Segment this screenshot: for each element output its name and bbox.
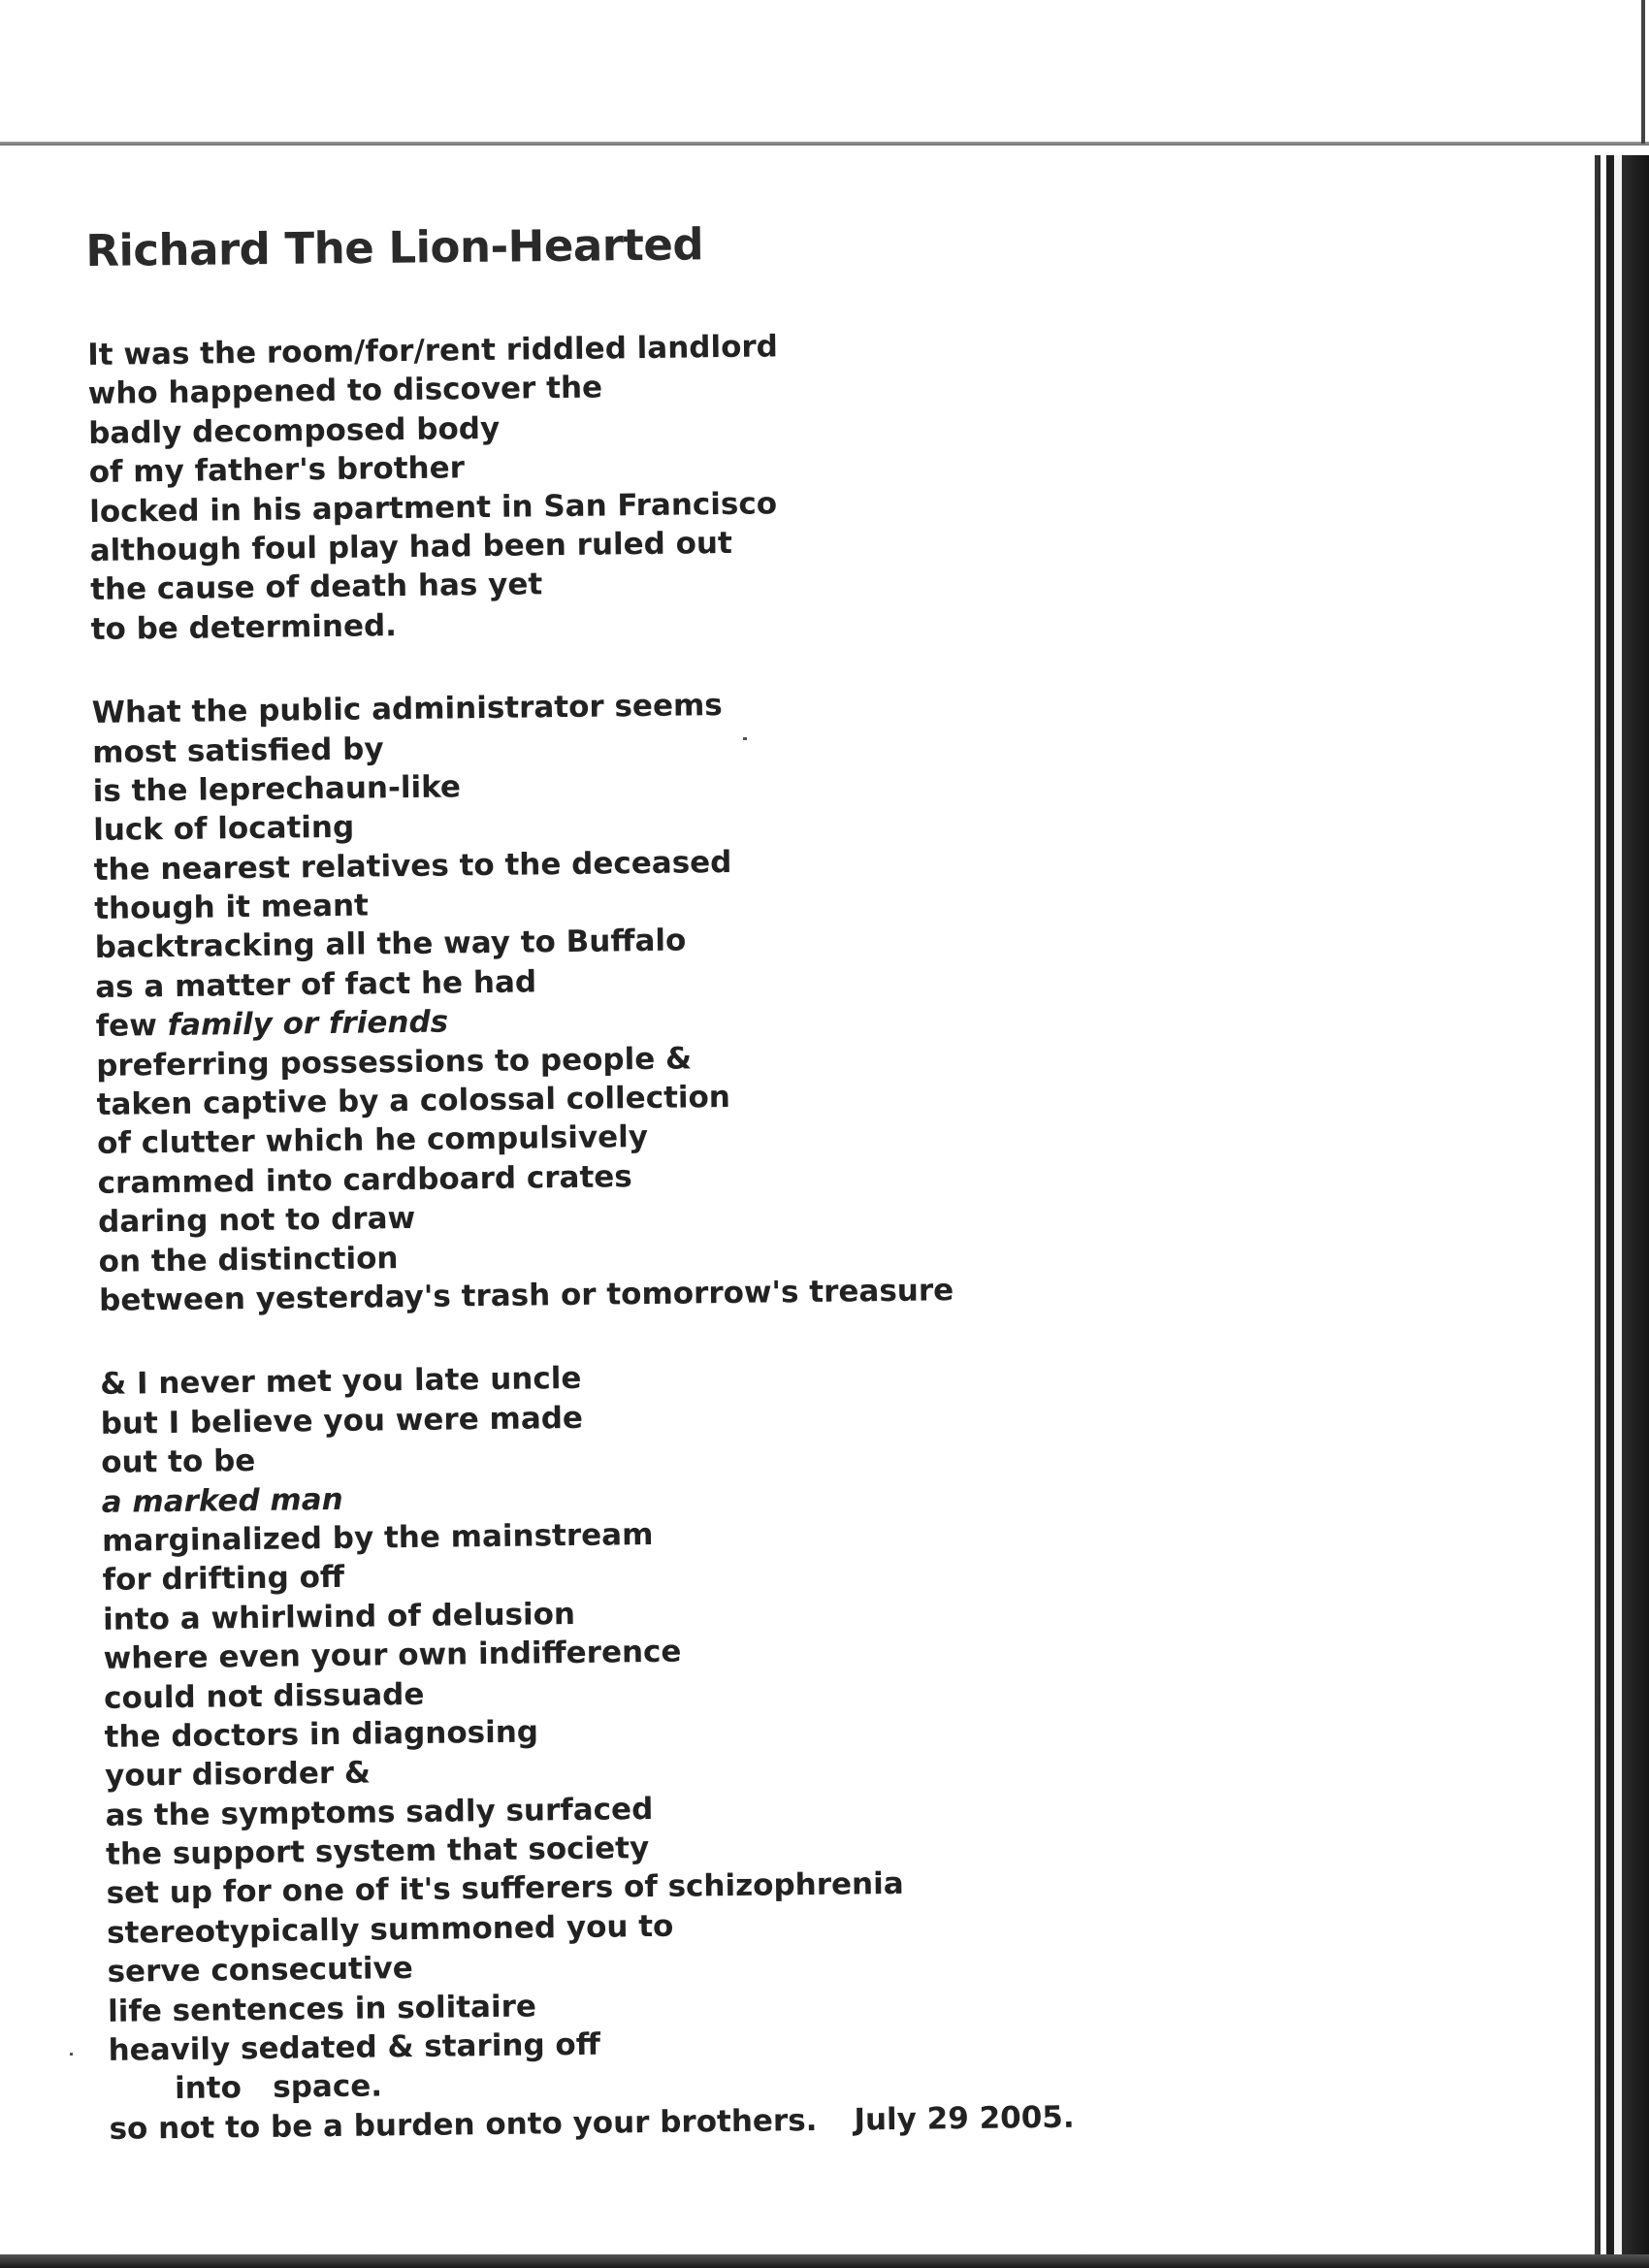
poem-line: your disorder &: [104, 1755, 372, 1795]
poem-last-line: so not to be a burden onto your brothers.: [109, 2102, 818, 2147]
poem-title: Richard The Lion-Hearted: [85, 218, 704, 276]
poem-line: locked in his apartment in San Francisco: [88, 485, 778, 530]
poem-line: backtracking all the way to Buffalo: [94, 923, 687, 966]
poem-line: taken captive by a colossal collection: [96, 1079, 731, 1122]
poem-line: most satisfied by: [92, 730, 384, 770]
poem-line: where even your own indifference: [103, 1634, 682, 1677]
poem-line: serve consecutive: [107, 1951, 413, 1991]
poem-line: luck of locating: [93, 809, 355, 849]
poem-line: as the symptoms sadly surfaced: [105, 1791, 654, 1833]
poem-line: preferring possessions to people &: [95, 1041, 693, 1084]
poem-line: the doctors in diagnosing: [104, 1714, 539, 1755]
poem-line: as a matter of fact he had: [94, 964, 537, 1005]
poem-line: the cause of death has yet: [89, 567, 543, 608]
scan-bottom-edge: [0, 2254, 1649, 2268]
poem-line: for drifting off: [102, 1560, 345, 1599]
poem-line: crammed into cardboard crates: [97, 1159, 632, 1201]
poem-line: What the public administrator seems: [91, 688, 723, 731]
scan-right-edge: [1591, 155, 1649, 2268]
poem-line-prefix: few: [95, 1008, 168, 1045]
poem-line: although foul play had been ruled out: [89, 525, 733, 568]
poem-line: but I believe you were made: [100, 1400, 584, 1442]
poem-line: into a whirlwind of delusion: [102, 1596, 576, 1637]
poem-line: badly decomposed body: [88, 410, 501, 451]
poem-line: is the leprechaun-like: [92, 769, 462, 809]
poem-line: the nearest relatives to the deceased: [93, 844, 732, 888]
poem-line: life sentences in solitaire: [107, 1989, 537, 2029]
poem-line: out to be: [100, 1443, 256, 1481]
poem-line-indented: into space.: [174, 2068, 383, 2107]
scan-top-edge: [0, 142, 1649, 146]
poem-line: on the distinction: [98, 1240, 399, 1280]
poem-line-italic: a marked man: [101, 1481, 343, 1520]
poem-line: could not dissuade: [103, 1676, 425, 1716]
poem-line: who happened to discover the: [87, 370, 603, 412]
poem-line-italic: family or friends: [167, 1004, 449, 1044]
poem-line: to be determined.: [90, 607, 398, 647]
poem-line: of clutter which he compulsively: [96, 1119, 649, 1162]
poem-line: daring not to draw: [97, 1201, 416, 1241]
poem-line: though it meant: [94, 888, 370, 927]
poem-body: [87, 321, 1274, 2193]
stanza-3: [100, 1351, 1274, 2149]
poem-date: July 29 2005.: [854, 2099, 1075, 2138]
poem-line: between yesterday's trash or tomorrow's treasure: [98, 1273, 954, 1318]
poem-line: It was the room/for/rent riddled landlord: [87, 329, 779, 373]
poem-line: of my father's brother: [88, 450, 466, 491]
scan-speck: [70, 2053, 73, 2056]
stanza-2: [92, 679, 1264, 1320]
poem-line: & I never met you late uncle: [99, 1361, 582, 1403]
stanza-1: [87, 321, 1255, 649]
poem-line: stereotypically summoned you to: [106, 1908, 674, 1951]
poem-line: set up for one of it's sufferers of schizophrenia: [106, 1866, 904, 1912]
poem-line: the support system that society: [105, 1831, 650, 1872]
poem-line: heavily sedated & staring off: [108, 2026, 601, 2068]
scan-corner-mark: [1641, 0, 1645, 144]
poem-line: marginalized by the mainstream: [101, 1516, 654, 1559]
